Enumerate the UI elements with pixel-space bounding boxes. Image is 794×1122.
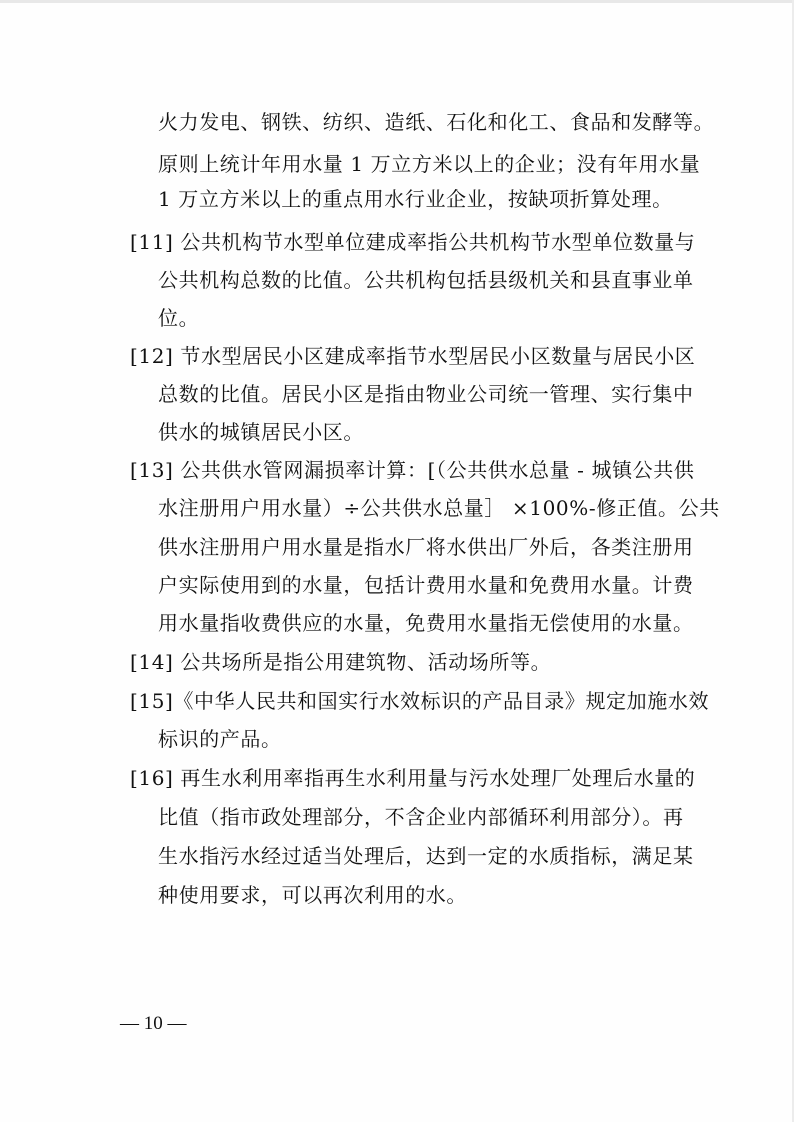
footnote-11-line: [11] 公共机构节水型单位建成率指公共机构节水型单位数量与: [130, 230, 696, 254]
text-line: 1 万立方米以上的重点用水行业企业，按缺项折算处理。: [158, 187, 673, 211]
text-line: 种使用要求，可以再次利用的水。: [158, 883, 467, 907]
footnote-16-line: [16] 再生水利用率指再生水利用量与污水处理厂处理后水量的: [130, 766, 696, 790]
text-line: 供水注册用户用水量是指水厂将水供出厂外后，各类注册用: [158, 535, 694, 559]
scan-edge-top: [0, 0, 794, 3]
text-line: 标识的产品。: [158, 727, 282, 751]
text-line: 火力发电、钢铁、纺织、造纸、石化和化工、食品和发酵等。: [158, 110, 715, 134]
footnote-14-line: [14] 公共场所是指公用建筑物、活动场所等。: [130, 650, 552, 674]
text-line: 生水指污水经过适当处理后，达到一定的水质指标，满足某: [158, 844, 694, 868]
text-line: 原则上统计年用水量 1 万立方米以上的企业；没有年用水量: [158, 152, 701, 176]
page-number: — 10 —: [120, 1013, 187, 1034]
text-line: 户实际使用到的水量，包括计费用水量和免费用水量。计费: [158, 573, 694, 597]
text-line: 供水的城镇居民小区。: [158, 420, 364, 444]
footnote-15-line: [15]《中华人民共和国实行水效标识的产品目录》规定加施水效: [130, 689, 710, 713]
text-line: 用水量指收费供应的水量，免费用水量指无偿使用的水量。: [158, 611, 694, 635]
text-line: 总数的比值。居民小区是指由物业公司统一管理、实行集中: [158, 382, 694, 406]
text-line: 公共机构总数的比值。公共机构包括县级机关和县直事业单: [158, 268, 694, 292]
footnote-13-line: [13] 公共供水管网漏损率计算：[（公共供水总量 - 城镇公共供: [130, 458, 695, 482]
text-line: 水注册用户用水量）÷公共供水总量］ ×100%-修正值。公共: [158, 496, 720, 520]
footnote-12-line: [12] 节水型居民小区建成率指节水型居民小区数量与居民小区: [130, 344, 696, 368]
text-line: 位。: [158, 306, 200, 330]
text-line: 比值（指市政处理部分，不含企业内部循环利用部分）。再: [158, 805, 684, 829]
